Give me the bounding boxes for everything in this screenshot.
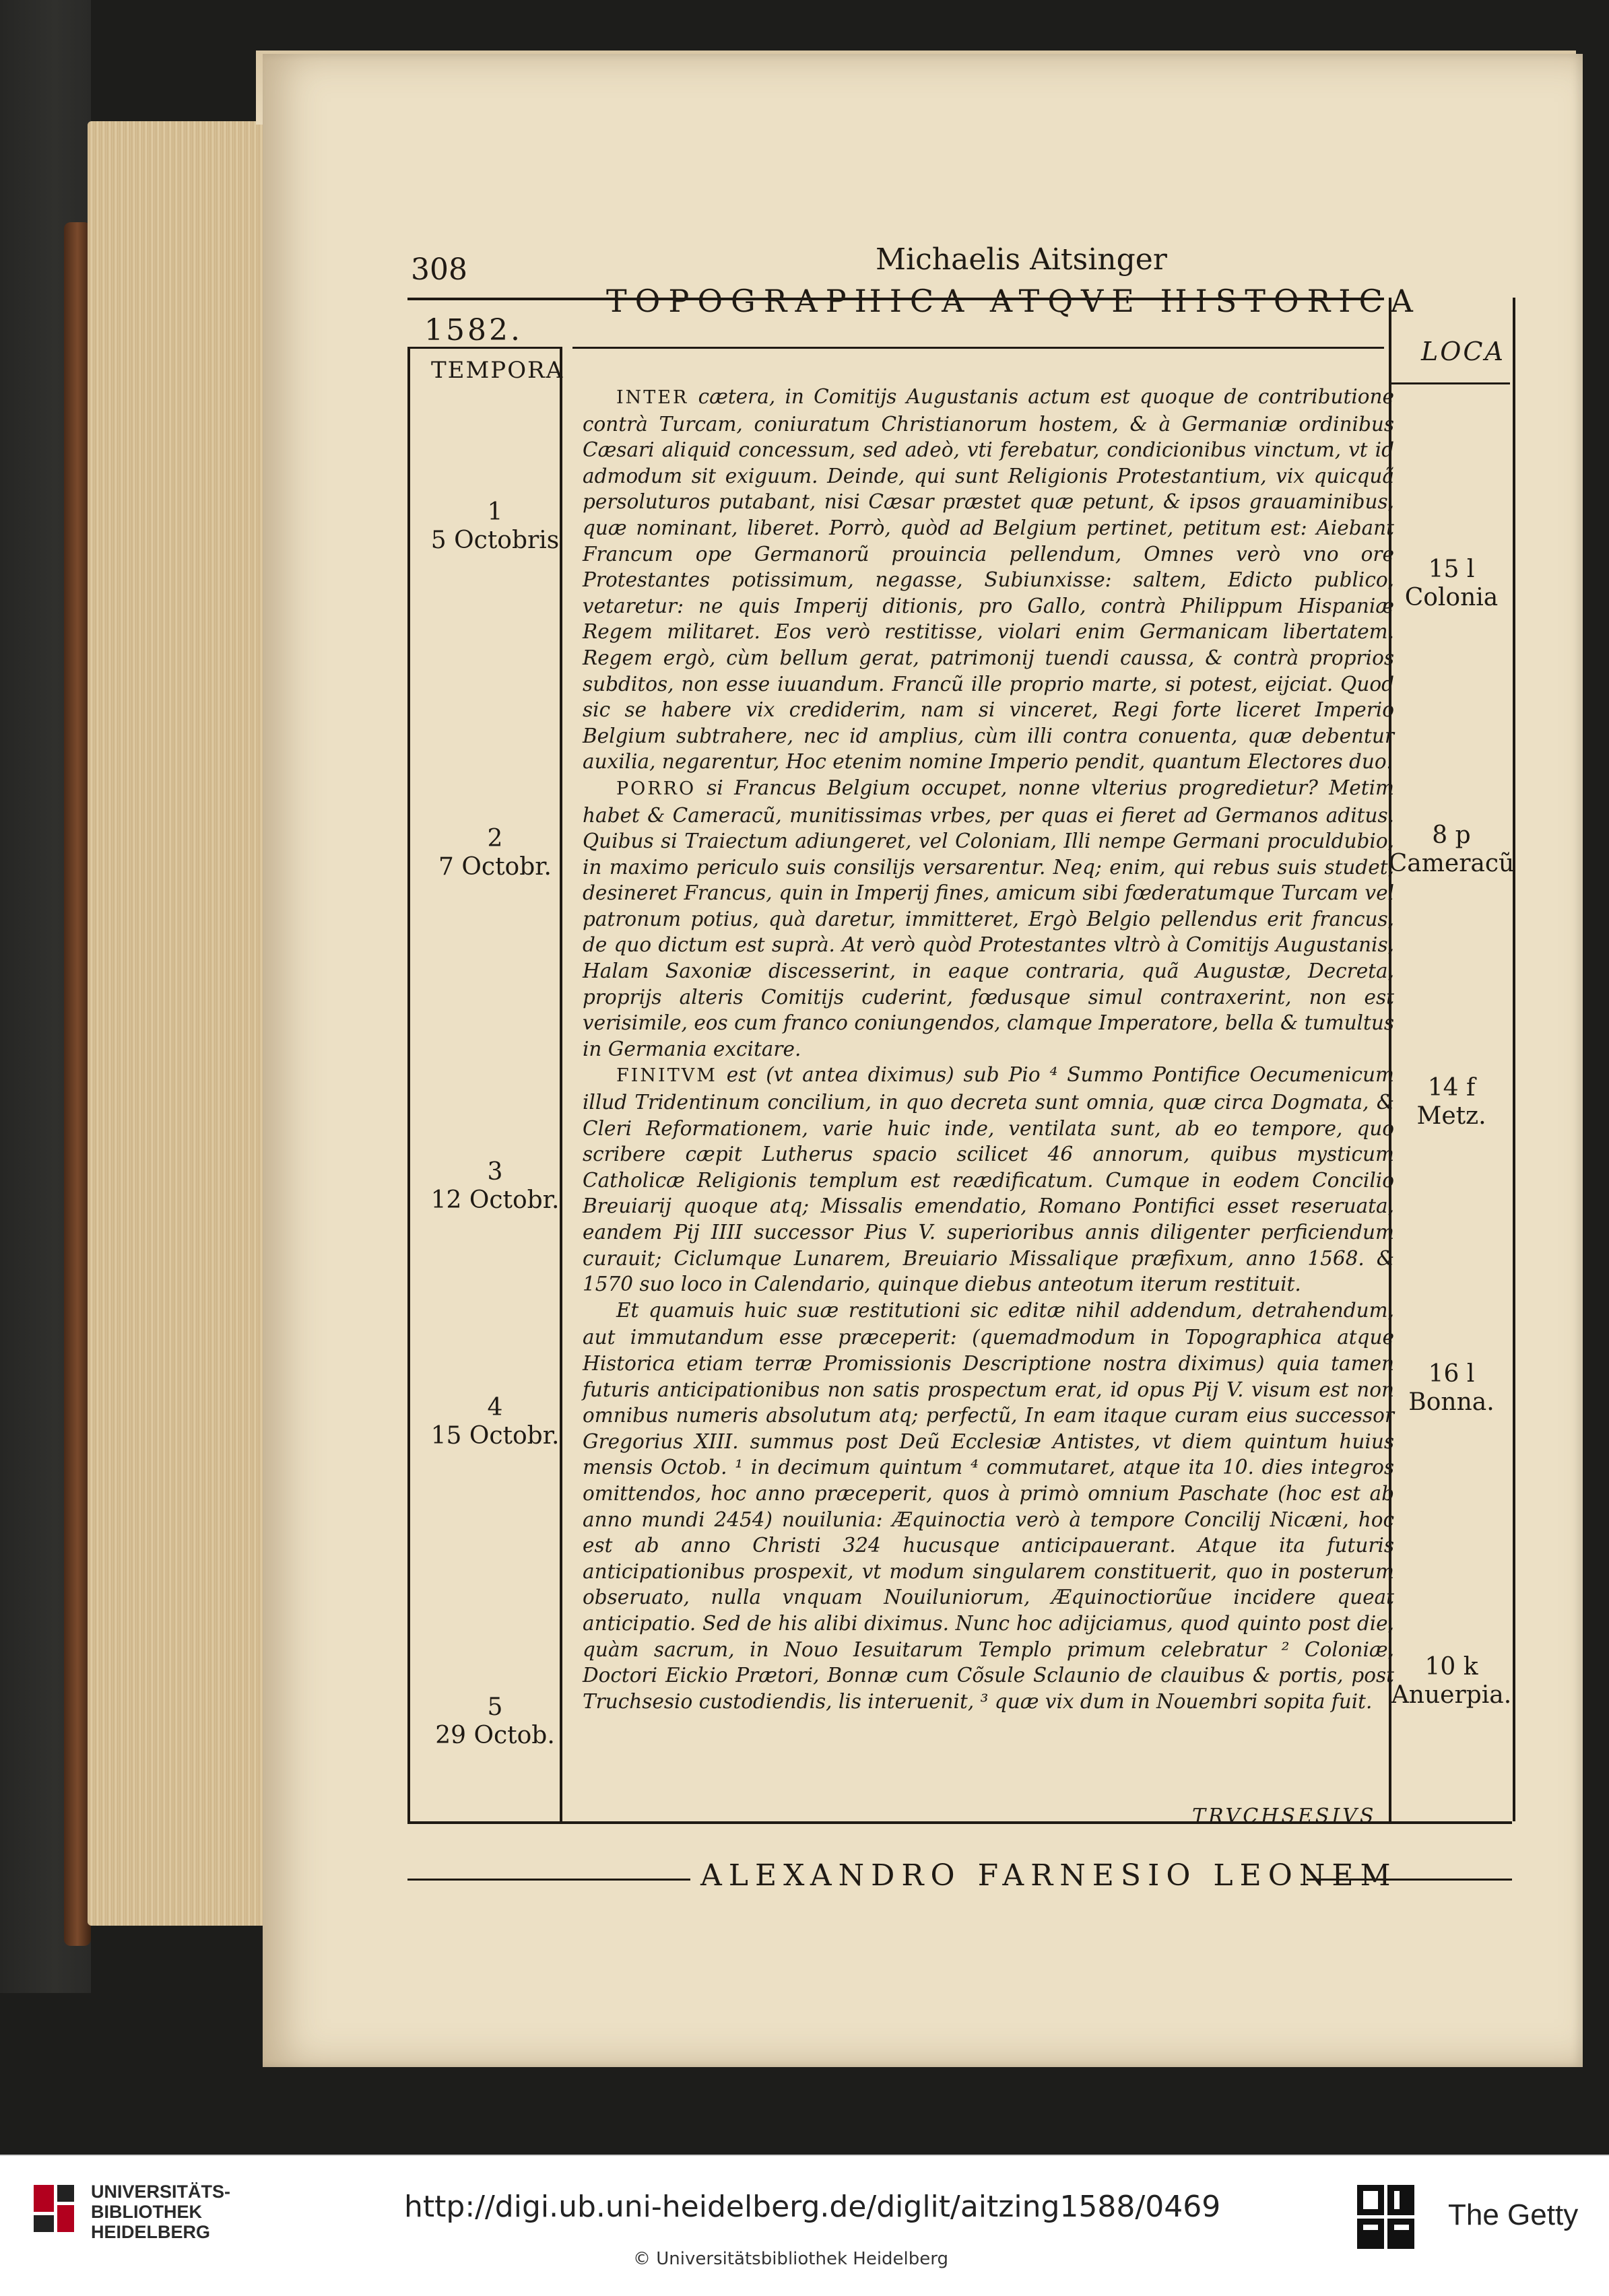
year-label: 1582. [424, 313, 523, 347]
place-entry [1384, 821, 1519, 878]
date-number: 1 [487, 498, 503, 526]
place-entry [1384, 1653, 1519, 1710]
place-name: Colonia [1404, 584, 1499, 611]
place-code: 14 f [1427, 1074, 1476, 1102]
getty-name: The Getty [1448, 2198, 1579, 2231]
date-number: 5 [487, 1693, 503, 1721]
place-code: 10 k [1424, 1653, 1478, 1681]
place-code: 15 l [1428, 555, 1475, 583]
date-number: 4 [487, 1394, 503, 1421]
place-entry [1384, 1074, 1519, 1130]
place-entry [1384, 555, 1519, 612]
university-name [91, 2182, 230, 2242]
right-column-frame [1389, 298, 1515, 1821]
date-entry [418, 1693, 572, 1750]
date-entry [418, 1158, 572, 1215]
paragraph [583, 775, 1394, 1062]
university-logo-icon [27, 2178, 81, 2239]
date-entry [418, 1394, 572, 1450]
place-code: 16 l [1428, 1360, 1475, 1388]
page-edges [88, 121, 269, 1926]
getty-logo-icon [1354, 2182, 1418, 2256]
paragraph-text: cætera, in Comitijs Augustanis actum est quoque de contributione contrà Turcam, coniuratum Christianorum hostem, & à Germaniæ ordinibus Cæsari aliquid concessum, sed adeò, vti ferebatur, condicionibus vinctum, vt id admodum sit exiguum. Deinde, qui sunt Religionis Protestantium, vix quicquã persoluturos putabant, nisi Cæsar præstet quæ petunt, & ipsos grauaminibus, quæ nominant, liberet. Porrò, quòd ad Belgium pertinet, petitum est: Aiebant Francum ope Germanorũ prouincia pellendum, Omnes verò vno ore Protestantes potissimum, negasse, Subiunxisse: saltem, Edicto publico, vetaretur: ne quis Imperij ditionis, pro Gallo, contrà Philippum Hispaniæ Regem militaret. Eos verò restitisse, violari enim Germanicam libertatem. Regem ergò, cùm bellum gerat, patrimonij tuendi caussa, & contrà proprios subditos, non esse iuuandum. Francũ ille proprio marte, si potest, eijciat. Quod sic se habere vix crediderim, nam si vinceret, Regi forte liceret Imperio Belgium subtrahere, nec id amplius, cùm illi contra conuenta, quæ debentur auxilia, negarentur, Hoc etenim nomine Imperio pendit, quantum Electores duo. [583, 385, 1394, 774]
tempora-heading: TEMPORA [431, 357, 564, 384]
date-number: 3 [487, 1158, 503, 1186]
paragraph-lead: PORRO [616, 778, 696, 799]
main-text [583, 384, 1394, 1714]
place-name: Cameracũ [1388, 850, 1515, 877]
title-underline [572, 347, 1384, 349]
paragraph-lead: INTER [616, 387, 689, 408]
university-name-line: UNIVERSITÄTS- [91, 2182, 231, 2202]
date-entry [418, 825, 572, 881]
footer-rule-left [407, 1879, 690, 1881]
paragraph [583, 1297, 1394, 1715]
paragraph-text: Et quamuis huic suæ restitutioni sic editæ nihil addendum, detrahendum, aut immutandum esse præceperit: (quemadmodum in Topographica atque Historica etiam terræ Promissionis Descriptione nostra diximus) quia tamen futuris anticipationibus non satis prospectum erat, id opus Pij V. visum est non omnibus numeris absolutum atq; perfectũ, In eam itaque curam eius successor Gregorius XIII. summus post Deũ Ecclesiæ Antistes, vt diem quintum huius mensis Octob. ¹ in decimum quintum ⁴ commutaret, atque ita 10. dies integros omittendos, hoc anno præceperit, quos à primò omnium Paschate (hoc est ab anno mundi 2454) nouilunia: Æquinoctia verò à tempore Concilij Nicæni, hoc est ab anno Christi 324 hucusque anticipauerant. Atque ita futuris anticipationibus prospexit, vt modum singularem constituerit, quo in posterum obseruato, nulla vnquam Nouiluniorum, Æquinoctiorũue incidere queat anticipatio. Sed de his alibi diximus. Nunc hoc adijciamus, quod quinto post die, quàm sacrum, in Nouo Iesuitarum Templo primum celebratur ² Coloniæ, Doctori Eickio Prætori, Bonnæ cum Cõsule Sclaunio de clauibus & portis, post Truchsesio custodiendis, lis interuenit, ³ quæ vix dum in Nouembri sopita fuit. [583, 1298, 1394, 1713]
date-label: 29 Octob. [435, 1722, 555, 1749]
source-url-link[interactable]: http://digi.ub.uni-heidelberg.de/diglit/aitzing1588/0469 [404, 2190, 1221, 2224]
date-label: 7 Octobr. [438, 853, 552, 881]
place-code: 8 p [1432, 821, 1471, 849]
paragraph-lead: FINITVM [616, 1065, 717, 1087]
running-header-author: Michaelis Aitsinger [876, 242, 1167, 277]
paragraph-text: si Francus Belgium occupet, nonne vlterius progredietur? Metim habet & Cameracũ, munitissimas vrbes, per quas ei fieret ad Germanos aditus. Quibus si Traiectum adiungeret, vel Coloniam, Illi nempe Germani proculdubio, in maximo periculo suis consilijs versarentur. Neq; enim, qui rebus suis studet, desineret Francus, quin in Imperij fines, amicum sibi fœderatumque Turcam vel patronum potius, quà daretur, immitteret, Ergò Belgio pellendus erit francus, de quo dictum est suprà. At verò quòd Protestantes vltrò à Comitijs Augustanis, Halam Saxoniæ discesserint, in eaque contraria, quã Augustæ, Decreta, proprijs alteris Comitijs cuderint, fœdusque simul contraxerint, non est verisimile, eos cum franco coniungendos, clamque Imperatore, bella & tumultus in Germania excitare. [583, 776, 1394, 1060]
place-name: Metz. [1416, 1102, 1486, 1130]
place-name: Anuerpia. [1391, 1681, 1512, 1709]
paragraph-text: est (vt antea diximus) sub Pio ⁴ Summo Pontifice Oecumenicum illud Tridentinum concilium, in quo decreta sunt omnia, quæ circa Dogmata, & Cleri Reformationem, varie huic inde, ventilata sunt, ab eo tempore, quo scribere cæpit Lutherus spacio scilicet 46 annorum, quibus mysticum Catholicæ Religionis templum est reædificatum. Cumque in eodem Concilio Breuiarij quoque atq; Missalis emendatio, Romano Pontifici esset reseruata, eandem Pij IIII successor Pius V. superioribus annis diligenter perficiendum curauit; Ciclumque Lunarem, Breuiario Missalique præfixum, anno 1568. & 1570 suo loco in Calendario, quinque diebus anteotum iterum restituit. [583, 1063, 1394, 1296]
date-number: 2 [487, 825, 503, 852]
date-label: 12 Octobr. [430, 1186, 560, 1214]
loca-underline [1391, 382, 1510, 384]
university-name-line: HEIDELBERG [91, 2222, 211, 2242]
catchword: TRVCHSESIVS [1192, 1804, 1377, 1828]
date-label: 15 Octobr. [430, 1422, 560, 1450]
book-spine [64, 222, 91, 1946]
place-name: Bonna. [1408, 1388, 1495, 1416]
loca-heading: LOCA [1421, 337, 1505, 366]
copyright-notice: © Universitätsbibliothek Heidelberg [633, 2249, 949, 2269]
date-entry [418, 498, 572, 555]
paragraph [583, 384, 1394, 775]
date-label: 5 Octobris [430, 527, 560, 554]
university-name-line: BIBLIOTHEK [91, 2202, 202, 2222]
place-entry [1384, 1360, 1519, 1417]
running-footer: ALEXANDRO FARNESIO LEONEM [700, 1858, 1398, 1893]
paragraph [583, 1062, 1394, 1297]
page-number: 308 [411, 252, 467, 287]
section-title: TOPOGRAPHICA ATQVE HISTORICA [606, 283, 1421, 319]
left-column-frame [407, 347, 562, 1821]
